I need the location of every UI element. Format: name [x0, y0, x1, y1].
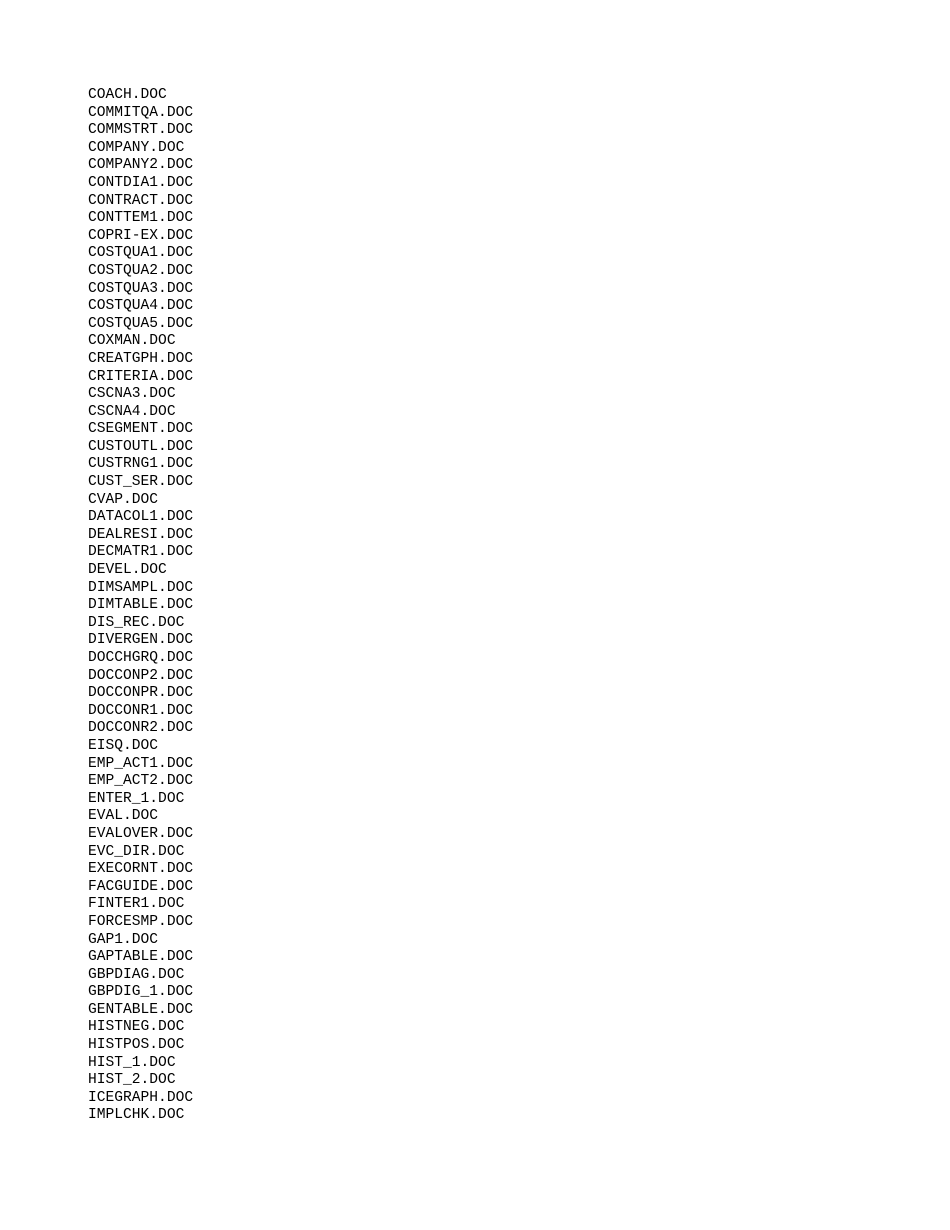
file-name-line: GBPDIAG.DOC: [88, 966, 185, 983]
file-name-line: ICEGRAPH.DOC: [88, 1089, 194, 1106]
file-name-line: COMPANY2.DOC: [88, 157, 194, 174]
file-name-line: GAP1.DOC: [88, 931, 159, 948]
file-name-line: CONTDIA1.DOC: [88, 174, 194, 191]
file-name-line: CUSTOUTL.DOC: [88, 438, 194, 455]
file-name-line: COXMAN.DOC: [88, 333, 176, 350]
file-name-line: DEALRESI.DOC: [88, 526, 194, 543]
file-name-line: CUST_SER.DOC: [88, 474, 194, 491]
file-name-line: COSTQUA4.DOC: [88, 298, 194, 315]
file-name-line: EISQ.DOC: [88, 737, 159, 754]
file-name-line: EVAL.DOC: [88, 808, 159, 825]
file-name-line: CSCNA4.DOC: [88, 403, 176, 420]
file-name-line: DIMSAMPL.DOC: [88, 579, 194, 596]
file-name-line: COSTQUA2.DOC: [88, 262, 194, 279]
file-name-line: DECMATR1.DOC: [88, 544, 194, 561]
file-name-line: FACGUIDE.DOC: [88, 878, 194, 895]
file-name-line: IMPLCHK.DOC: [88, 1107, 185, 1124]
file-name-line: COACH.DOC: [88, 87, 167, 103]
file-name-line: HISTPOS.DOC: [88, 1037, 185, 1054]
file-name-line: COSTQUA5.DOC: [88, 315, 194, 332]
file-name-line: DIVERGEN.DOC: [88, 632, 194, 649]
file-name-line: CONTTEM1.DOC: [88, 210, 194, 227]
file-name-line: DIS_REC.DOC: [88, 614, 185, 631]
file-name-line: CSCNA3.DOC: [88, 386, 176, 403]
file-name-line: DIMTABLE.DOC: [88, 597, 194, 614]
file-name-line: DOCCONR1.DOC: [88, 702, 194, 719]
file-name-line: COMMITQA.DOC: [88, 104, 194, 121]
file-name-line: EMP_ACT2.DOC: [88, 773, 194, 790]
file-name-line: FORCESMP.DOC: [88, 913, 194, 930]
file-name-line: CSEGMENT.DOC: [88, 421, 194, 438]
file-name-line: ENTER_1.DOC: [88, 790, 185, 807]
file-name-line: CRITERIA.DOC: [88, 368, 194, 385]
file-name-line: DOCCONPR.DOC: [88, 685, 194, 702]
file-name-line: FINTER1.DOC: [88, 896, 185, 913]
file-name-line: EMP_ACT1.DOC: [88, 755, 194, 772]
file-name-line: CUSTRNG1.DOC: [88, 456, 194, 473]
file-name-line: DOCCONP2.DOC: [88, 667, 194, 684]
file-name-line: CVAP.DOC: [88, 491, 159, 508]
file-name-list: [88, 87, 193, 1125]
file-name-line: GBPDIG_1.DOC: [88, 984, 194, 1001]
file-name-line: HIST_2.DOC: [88, 1072, 176, 1089]
file-name-line: HISTNEG.DOC: [88, 1019, 185, 1036]
file-name-line: COPRI-EX.DOC: [88, 227, 194, 244]
file-name-line: COSTQUA1.DOC: [88, 245, 194, 262]
file-name-line: CONTRACT.DOC: [88, 192, 194, 209]
file-name-line: DEVEL.DOC: [88, 562, 167, 579]
file-name-line: EVALOVER.DOC: [88, 825, 194, 842]
file-name-line: GENTABLE.DOC: [88, 1001, 194, 1018]
file-name-line: DATACOL1.DOC: [88, 509, 194, 526]
file-name-line: DOCCHGRQ.DOC: [88, 650, 194, 666]
file-name-line: CREATGPH.DOC: [88, 350, 194, 367]
file-name-line: COMMSTRT.DOC: [88, 122, 194, 139]
file-name-line: EVC_DIR.DOC: [88, 843, 185, 860]
file-name-line: DOCCONR2.DOC: [88, 720, 194, 737]
file-name-line: COMPANY.DOC: [88, 139, 185, 156]
file-name-line: GAPTABLE.DOC: [88, 949, 194, 966]
file-name-line: EXECORNT.DOC: [88, 861, 194, 878]
file-name-line: COSTQUA3.DOC: [88, 280, 194, 297]
file-name-line: HIST_1.DOC: [88, 1054, 176, 1071]
